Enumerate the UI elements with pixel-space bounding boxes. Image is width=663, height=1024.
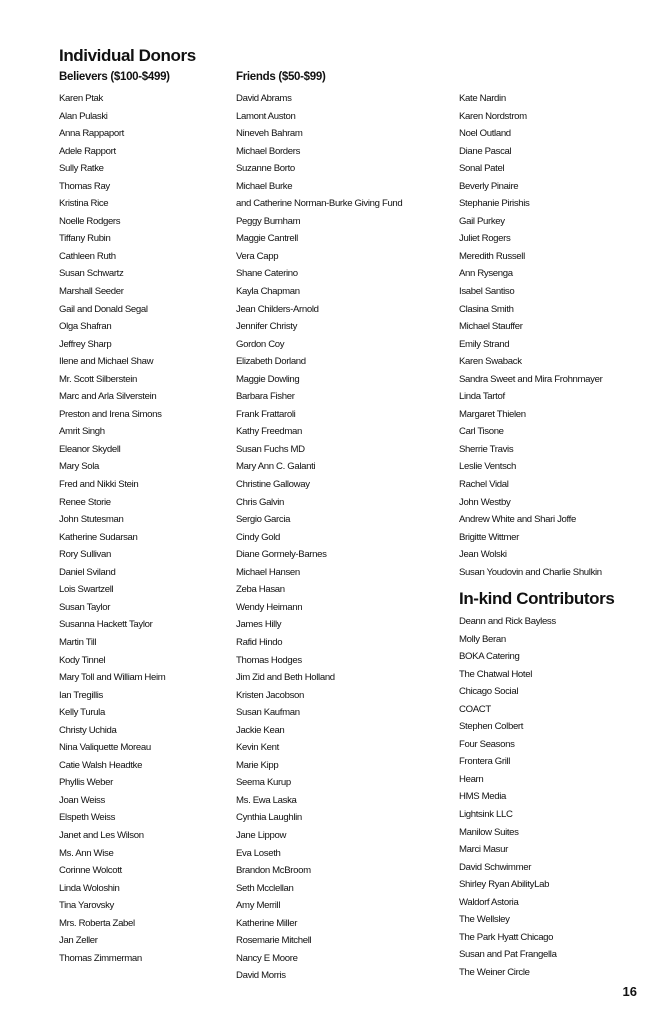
donor-name: Marie Kipp: [236, 759, 279, 771]
donor-name: Nineveh Bahram: [236, 128, 303, 140]
donor-name: Jennifer Christy: [236, 321, 298, 333]
donors-continued-list: [459, 90, 602, 581]
donor-name: Karen Nordstrom: [459, 110, 527, 122]
donor-name: Eleanor Skydell: [59, 443, 121, 455]
donor-name: The Wellsley: [459, 914, 510, 926]
donor-name: Susan and Pat Frangella: [459, 949, 557, 961]
donor-name: Fred and Nikki Stein: [59, 479, 139, 491]
donor-name: Chris Galvin: [236, 496, 285, 508]
donor-name: Christy Uchida: [59, 724, 117, 736]
donor-name: Thomas Zimmerman: [59, 952, 142, 964]
donor-name: Four Seasons: [459, 738, 515, 750]
donor-name: Sully Ratke: [59, 163, 104, 175]
donor-name: Molly Beran: [459, 633, 506, 645]
donor-name: Juliet Rogers: [459, 233, 511, 245]
donor-name: Lamont Auston: [236, 110, 296, 122]
donor-name: Tina Yarovsky: [59, 900, 114, 912]
donor-name: Vera Capp: [236, 250, 279, 262]
donor-name: Leslie Ventsch: [459, 461, 516, 473]
donor-name: Michael Burke: [236, 180, 293, 192]
donor-name: Tiffany Rubin: [59, 233, 111, 245]
donor-name: Susan Fuchs MD: [236, 443, 305, 455]
donor-name: Ms. Ewa Laska: [236, 794, 297, 806]
believers-list: [59, 90, 165, 967]
donor-name: Mary Sola: [59, 461, 100, 473]
donor-name: Adele Rapport: [59, 145, 116, 157]
donor-name: Michael Stauffer: [459, 321, 523, 333]
donor-name: Susan Schwartz: [59, 268, 124, 280]
donor-name: Michael Borders: [236, 145, 301, 157]
donor-name: Maggie Cantrell: [236, 233, 298, 245]
donor-name: Linda Woloshin: [59, 882, 120, 894]
donor-name: Corinne Wolcott: [59, 865, 122, 877]
donor-name: Marci Masur: [459, 844, 508, 856]
donor-name: Kelly Turula: [59, 707, 105, 719]
donor-name: Carl Tisone: [459, 426, 504, 438]
donor-name: Kathy Freedman: [236, 426, 303, 438]
donor-name: Gail Purkey: [459, 215, 505, 227]
donor-name: Maggie Dowling: [236, 373, 300, 385]
donor-name: Kayla Chapman: [236, 286, 300, 298]
donor-name: Jean Childers-Arnold: [236, 303, 319, 315]
donor-name: Mary Toll and William Heim: [59, 672, 166, 684]
donor-name: Thomas Hodges: [236, 654, 302, 666]
donor-name: The Park Hyatt Chicago: [459, 931, 554, 943]
donor-name: Andrew White and Shari Joffe: [459, 514, 576, 526]
donor-name: Mrs. Roberta Zabel: [59, 917, 135, 929]
donor-name: Rachel Vidal: [459, 479, 509, 491]
friends-heading: Friends ($50-$99): [236, 71, 326, 83]
donor-name: Isabel Santiso: [459, 286, 515, 298]
donor-name: Katherine Sudarsan: [59, 531, 138, 543]
donor-name: Susan Taylor: [59, 601, 111, 613]
donor-name: John Westby: [459, 496, 511, 508]
donor-name: Cynthia Laughlin: [236, 812, 302, 824]
donor-name: Rosemarie Mitchell: [236, 935, 312, 947]
donor-name: Emily Strand: [459, 338, 510, 350]
donor-name: Anna Rappaport: [59, 128, 124, 140]
donor-name: COACT: [459, 703, 491, 715]
donor-name: Gordon Coy: [236, 338, 285, 350]
donor-name: The Chatwal Hotel: [459, 668, 532, 680]
donor-name: Shane Caterino: [236, 268, 298, 280]
donor-name: Mr. Scott Silberstein: [59, 373, 137, 385]
donor-name: Deann and Rick Bayless: [459, 616, 556, 627]
donor-name: Ian Tregillis: [59, 689, 103, 701]
donor-name: Wendy Heimann: [236, 601, 303, 613]
donor-name: Shirley Ryan AbilityLab: [459, 879, 550, 891]
donor-name: and Catherine Norman-Burke Giving Fund: [236, 198, 403, 210]
donor-name: Stephanie Pirishis: [459, 198, 530, 210]
donor-name: Gail and Donald Segal: [59, 303, 148, 315]
donor-name: Jean Wolski: [459, 549, 507, 561]
donor-name: Brandon McBroom: [236, 865, 311, 877]
donor-name: Zeba Hasan: [236, 584, 285, 596]
donor-name: Seth Mcclellan: [236, 882, 294, 894]
page-title: Individual Donors: [59, 46, 196, 65]
donor-name: Barbara Fisher: [236, 391, 295, 403]
donor-name: Elizabeth Dorland: [236, 356, 306, 368]
donor-name: Noel Outland: [459, 128, 511, 140]
donor-name: Susan Youdovin and Charlie Shulkin: [459, 566, 602, 578]
donor-name: Daniel Sviland: [59, 566, 116, 578]
donor-name: Manilow Suites: [459, 826, 519, 838]
donor-name: Peggy Burnham: [236, 215, 301, 227]
page-number: 16: [622, 984, 637, 999]
donor-name: BOKA Catering: [459, 651, 520, 663]
donor-name: Sonal Patel: [459, 163, 505, 175]
donor-name: Christine Galloway: [236, 479, 310, 491]
donor-name: HMS Media: [459, 791, 506, 803]
donor-name: Catie Walsh Headtke: [59, 759, 143, 771]
donor-name: Cindy Gold: [236, 531, 280, 543]
donor-name: Margaret Thielen: [459, 408, 526, 420]
donor-name: The Weiner Circle: [459, 966, 530, 978]
donor-name: Renee Storie: [59, 496, 111, 508]
donor-name: David Abrams: [236, 93, 292, 104]
donor-name: Olga Shafran: [59, 321, 112, 333]
donor-name: Susan Kaufman: [236, 707, 300, 719]
donor-name: Karen Swaback: [459, 356, 522, 368]
donor-name: Jeffrey Sharp: [59, 338, 112, 350]
donor-name: Jackie Kean: [236, 724, 285, 736]
donor-name: Nina Valiquette Moreau: [59, 742, 151, 754]
donor-name: Jim Zid and Beth Holland: [236, 672, 335, 684]
donor-name: Lois Swartzell: [59, 584, 114, 596]
donor-name: Brigitte Wittmer: [459, 531, 519, 543]
donor-name: Jan Zeller: [59, 935, 98, 947]
donor-name: Marc and Arla Silverstein: [59, 391, 157, 403]
donor-name: Hearn: [459, 773, 484, 785]
donor-name: Diane Pascal: [459, 145, 512, 157]
donor-name: Beverly Pinaire: [459, 180, 519, 192]
donor-name: Thomas Ray: [59, 180, 110, 192]
donor-name: Ilene and Michael Shaw: [59, 356, 154, 368]
donor-name: Frontera Grill: [459, 756, 511, 768]
donor-name: Clasina Smith: [459, 303, 514, 315]
donor-name: Lightsink LLC: [459, 809, 513, 821]
donor-name: Amy Merrill: [236, 900, 281, 912]
donor-name: Sherrie Travis: [459, 443, 514, 455]
donor-name: Alan Pulaski: [59, 110, 108, 122]
donor-name: Noelle Rodgers: [59, 215, 121, 227]
believers-heading: Believers ($100-$499): [59, 71, 170, 83]
donor-name: Phyllis Weber: [59, 777, 113, 789]
donor-name: Seema Kurup: [236, 777, 291, 789]
donor-name: Stephen Colbert: [459, 721, 524, 733]
donor-name: Diane Gormely-Barnes: [236, 549, 327, 561]
donor-name: Waldorf Astoria: [459, 896, 519, 908]
donor-name: Kristen Jacobson: [236, 689, 304, 701]
donor-name: Sandra Sweet and Mira Frohnmayer: [459, 373, 603, 385]
donor-name: Jane Lippow: [236, 829, 287, 841]
donor-name: Preston and Irena Simons: [59, 408, 162, 420]
donor-name: Chicago Social: [459, 686, 519, 698]
donor-name: Ms. Ann Wise: [59, 847, 114, 859]
donor-name: Marshall Seeder: [59, 286, 124, 298]
donor-name: Nancy E Moore: [236, 952, 298, 964]
donor-name: Frank Frattaroli: [236, 408, 296, 420]
donor-name: Ann Rysenga: [459, 268, 513, 280]
inkind-heading: In-kind Contributors: [459, 589, 615, 608]
donor-name: Mary Ann C. Galanti: [236, 461, 316, 473]
donor-name: Eva Loseth: [236, 847, 281, 859]
donor-name: Janet and Les Wilson: [59, 829, 144, 841]
donor-name: James Hilly: [236, 619, 282, 631]
donor-name: Rory Sullivan: [59, 549, 111, 561]
donor-name: Kristina Rice: [59, 198, 109, 210]
donor-name: Rafid Hindo: [236, 636, 283, 648]
donor-name: Kate Nardin: [459, 93, 506, 104]
donor-name: Kody Tinnel: [59, 654, 106, 666]
donor-name: Sergio Garcia: [236, 514, 291, 526]
donor-name: David Schwimmer: [459, 861, 532, 873]
donor-name: Joan Weiss: [59, 794, 105, 806]
donor-name: Amrit Singh: [59, 426, 105, 438]
donor-name: Karen Ptak: [59, 93, 103, 104]
donor-name: Katherine Miller: [236, 917, 298, 929]
inkind-list: [459, 613, 557, 981]
donor-name: Susanna Hackett Taylor: [59, 619, 153, 631]
donor-name: John Stutesman: [59, 514, 124, 526]
donor-name: Cathleen Ruth: [59, 250, 116, 262]
donor-name: Elspeth Weiss: [59, 812, 116, 824]
donor-name: Martin Till: [59, 636, 97, 648]
donor-name: Michael Hansen: [236, 566, 300, 578]
donor-name: Linda Tartof: [459, 391, 505, 403]
donor-name: Suzanne Borto: [236, 163, 295, 175]
donor-name: Meredith Russell: [459, 250, 525, 262]
donor-name: David Morris: [236, 970, 286, 982]
friends-list: [236, 90, 402, 985]
donor-name: Kevin Kent: [236, 742, 279, 754]
